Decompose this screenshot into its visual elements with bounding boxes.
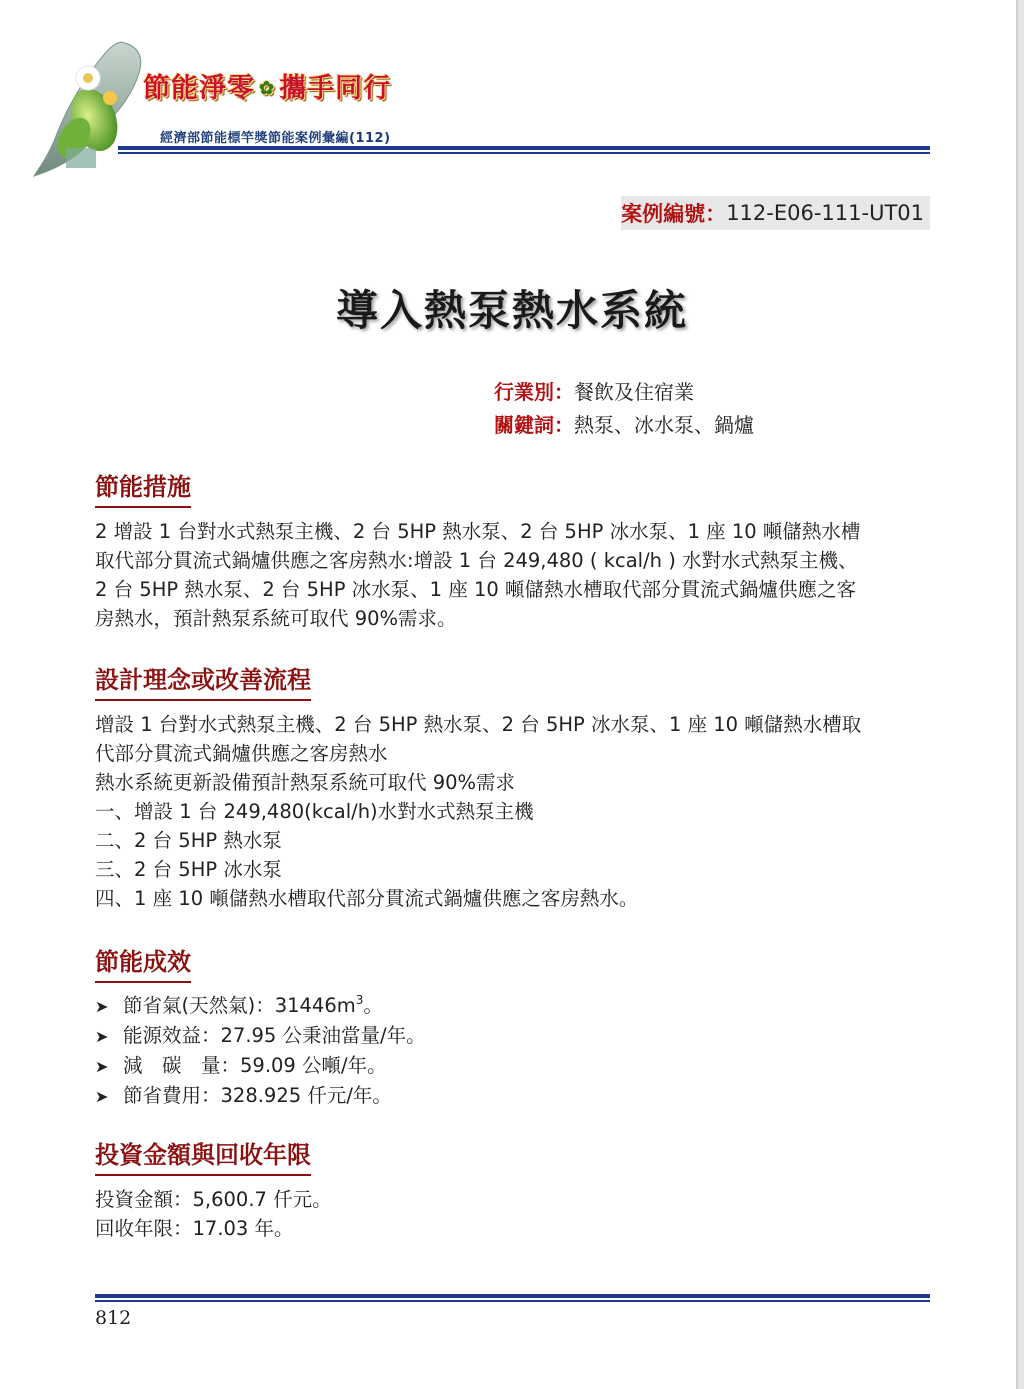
keywords-row: [494, 409, 754, 438]
investment-line: 回收年限：17.03 年。: [95, 1217, 294, 1240]
keywords-value: 熱泵、冰水泵、鍋爐: [574, 413, 754, 437]
taiwan-island-logo-icon: [26, 40, 156, 180]
flower-icon: ✿: [259, 78, 276, 99]
section-heading-investment: 投資金額與回收年限: [95, 1135, 311, 1176]
design-line: 四、1 座 10 噸儲熱水槽取代部分貫流式鍋爐供應之客房熱水。: [95, 887, 639, 910]
results-list: [95, 991, 933, 1111]
header-subtitle: 經濟部節能標竿獎節能案例彙編(112): [160, 131, 391, 146]
industry-label: 行業別：: [494, 380, 574, 404]
slogan-right: 攜手同行: [279, 73, 392, 104]
industry-value: 餐飲及住宿業: [574, 380, 694, 404]
arrow-bullet-icon: ➤: [95, 1057, 109, 1076]
measures-line: 2 增設 1 台對水式熱泵主機、2 台 5HP 熱水泵、2 台 5HP 冰水泵、1 座 10 噸儲熱水槽: [95, 520, 861, 543]
measures-line: 2 台 5HP 熱水泵、2 台 5HP 冰水泵、1 座 10 噸儲熱水槽取代部分貫流式鍋爐供應之客: [95, 578, 856, 601]
design-line: 二、2 台 5HP 熱水泵: [95, 829, 282, 852]
list-item: ➤ 能源效益：27.95 公秉油當量/年。: [95, 1021, 933, 1051]
section-heading-measures: 節能措施: [95, 467, 191, 508]
arrow-bullet-icon: ➤: [95, 1027, 109, 1046]
list-item: ➤ 節省費用：328.925 仟元/年。: [95, 1081, 933, 1111]
investment-line: 投資金額：5,600.7 仟元。: [95, 1188, 332, 1211]
design-body: [95, 710, 933, 913]
design-line: 三、2 台 5HP 冰水泵: [95, 858, 282, 881]
design-line: 代部分貫流式鍋爐供應之客房熱水: [95, 742, 388, 765]
section-heading-design: 設計理念或改善流程: [95, 660, 311, 701]
measures-body: [95, 517, 933, 633]
footer-divider: [95, 1294, 930, 1298]
design-line: 增設 1 台對水式熱泵主機、2 台 5HP 熱水泵、2 台 5HP 冰水泵、1 座 10 噸儲熱水槽取: [95, 713, 862, 736]
design-line: 熱水系統更新設備預計熱泵系統可取代 90%需求: [95, 771, 516, 794]
measures-line: 取代部分貫流式鍋爐供應之客房熱水:增設 1 台 249,480 ( kcal/h ) 水對水式熱泵主機、: [95, 549, 858, 572]
header-slogan: [143, 66, 391, 105]
header-divider: [118, 146, 930, 150]
slogan-left: 節能淨零: [143, 73, 255, 104]
investment-body: [95, 1185, 933, 1243]
section-heading-results: 節能成效: [95, 942, 191, 983]
footer-divider-thin: [95, 1300, 930, 1302]
page-title: 導入熱泵熱水系統: [335, 286, 688, 335]
page-number: 812: [95, 1307, 132, 1329]
list-item: ➤ 節省氣(天然氣)：$31446m^3$。: [95, 991, 933, 1021]
arrow-bullet-icon: ➤: [95, 997, 109, 1016]
keywords-label: 關鍵詞：: [494, 413, 574, 437]
case-number-box: [621, 196, 930, 230]
industry-row: [494, 376, 694, 405]
list-item: ➤ 減 碳 量：59.09 公噸/年。: [95, 1051, 933, 1081]
page-edge: [1018, 0, 1024, 1389]
design-line: 一、增設 1 台 249,480(kcal/h)水對水式熱泵主機: [95, 800, 534, 823]
measures-line: 房熱水，預計熱泵系統可取代 90%需求。: [95, 607, 457, 630]
arrow-bullet-icon: ➤: [95, 1087, 109, 1106]
case-number-label: 案例編號：: [621, 202, 727, 226]
case-number-value: 112-E06-111-UT01: [726, 201, 924, 225]
header-divider-thin: [118, 152, 930, 154]
